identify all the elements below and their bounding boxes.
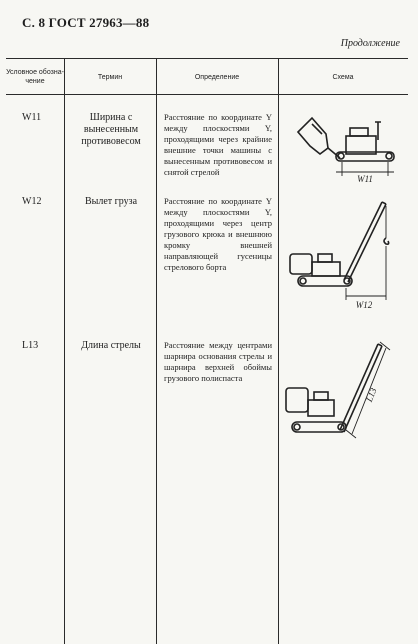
scheme-w11-figure bbox=[282, 104, 406, 192]
scheme-w11 bbox=[282, 104, 406, 192]
scheme-w12-figure bbox=[282, 196, 406, 316]
row-code: W11 bbox=[22, 112, 42, 123]
header-bottom-border bbox=[6, 94, 408, 95]
column-header-term: Термин bbox=[97, 73, 123, 81]
continuation-label: Продолжение bbox=[340, 38, 400, 49]
row-term: Вылет груза bbox=[84, 196, 138, 207]
dimension-label-l13: L13 bbox=[363, 386, 379, 404]
row-definition: Расстояние между центрами шарнира основания стрелы и шарнира верхней обоймы грузового полиспаста bbox=[164, 340, 272, 383]
row-term: Длина стрелы bbox=[81, 340, 141, 351]
page-header: С. 8 ГОСТ 27963—88 bbox=[22, 15, 150, 30]
row-code: W12 bbox=[22, 196, 42, 207]
row-definition: Расстояние по координате Y между плоскостями Y, проходящими через крайние внешние точки машины с вынесенным противовесом и снятой стрелой bbox=[164, 112, 272, 177]
dimension-label-w12: W12 bbox=[355, 300, 373, 310]
scheme-l13 bbox=[282, 330, 406, 460]
column-header-scheme: Схема bbox=[332, 73, 354, 81]
scheme-l13-figure bbox=[282, 330, 406, 460]
scheme-w12 bbox=[282, 196, 406, 316]
column-header-code: Условное обозна-чение bbox=[6, 69, 64, 85]
column-header-definition: Определение bbox=[194, 73, 240, 81]
column-divider bbox=[278, 58, 279, 644]
column-divider bbox=[156, 58, 157, 644]
table-top-border bbox=[6, 58, 408, 59]
dimension-label-w11: W11 bbox=[357, 174, 373, 184]
column-divider bbox=[64, 58, 65, 644]
row-term: Ширина с вынесенным противовесом bbox=[81, 112, 141, 147]
row-code: L13 bbox=[22, 340, 39, 351]
row-definition: Расстояние по координате Y между плоскостями Y, проходящими через центр грузового крюка и внешнюю кромку внешней направляющей гусеницы стрелового борта bbox=[164, 196, 272, 272]
